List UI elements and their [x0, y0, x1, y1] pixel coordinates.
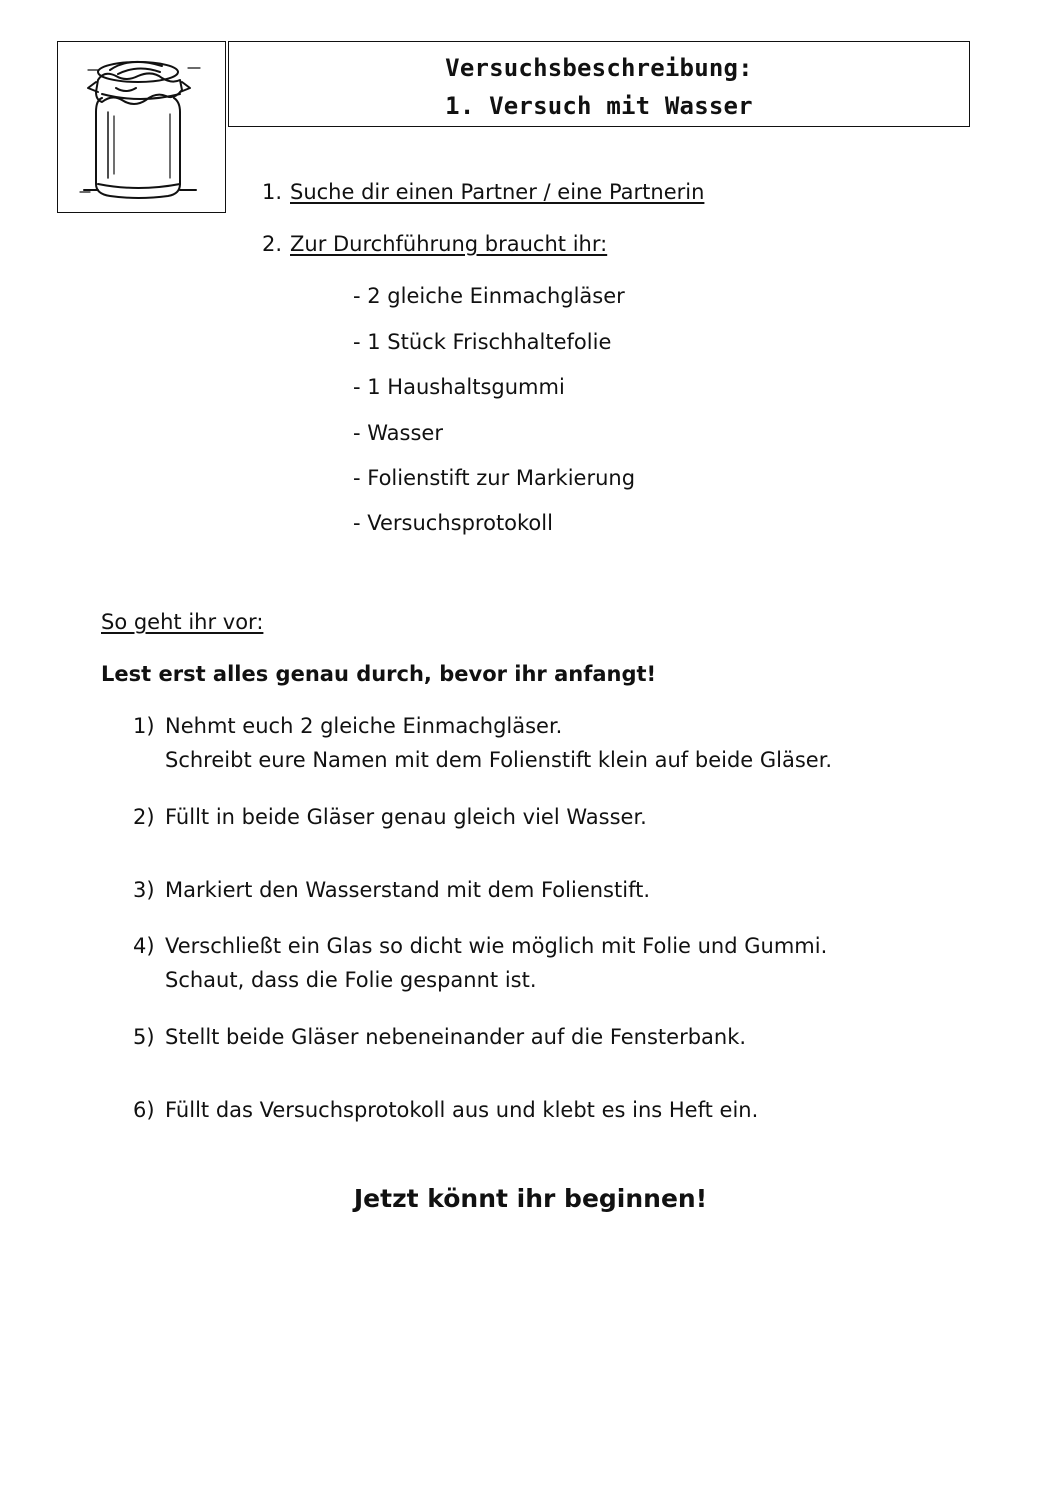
- intro-item-2: [262, 232, 607, 256]
- intro-item-number: 1.: [262, 180, 283, 204]
- step-text: Stellt beide Gläser nebeneinander auf die Fensterbank.: [165, 1025, 747, 1049]
- procedure-warning: Lest erst alles genau durch, bevor ihr anfangt!: [101, 662, 657, 686]
- material-item: - Wasser: [353, 421, 443, 445]
- step-text-continued: Schaut, dass die Folie gespannt ist.: [165, 968, 537, 992]
- material-item: - 1 Stück Frischhaltefolie: [353, 330, 612, 354]
- procedure-step-3: [133, 873, 650, 907]
- procedure-step-5: [133, 1020, 746, 1054]
- intro-item-text: Zur Durchführung braucht ihr:: [290, 232, 608, 256]
- intro-item-text: Suche dir einen Partner / eine Partnerin: [290, 180, 705, 204]
- experiment-title: 1. Versuch mit Wasser: [445, 92, 753, 120]
- step-text: Füllt in beide Gläser genau gleich viel Wasser.: [165, 805, 647, 829]
- material-item: - Versuchsprotokoll: [353, 511, 553, 535]
- intro-item-number: 2.: [262, 232, 283, 256]
- step-text: Nehmt euch 2 gleiche Einmachgläser.: [165, 714, 563, 738]
- step-number: 2): [133, 805, 155, 829]
- procedure-step-1: [133, 709, 832, 777]
- procedure-heading: So geht ihr vor:: [101, 610, 264, 634]
- step-number: 1): [133, 714, 155, 738]
- procedure-step-2: [133, 800, 647, 834]
- jar-illustration-box: [57, 41, 226, 213]
- step-number: 6): [133, 1098, 155, 1122]
- intro-item-1: [262, 180, 704, 204]
- step-text: Markiert den Wasserstand mit dem Folienstift.: [165, 878, 650, 902]
- procedure-step-6: [133, 1093, 758, 1127]
- material-item: - 1 Haushaltsgummi: [353, 375, 565, 399]
- procedure-step-4: [133, 929, 827, 997]
- closing-text: Jetzt könnt ihr beginnen!: [353, 1184, 708, 1213]
- document-title: Versuchsbeschreibung:: [445, 54, 753, 82]
- step-text-continued: Schreibt eure Namen mit dem Folienstift klein auf beide Gläser.: [165, 748, 833, 772]
- step-number: 3): [133, 878, 155, 902]
- material-item: - Folienstift zur Markierung: [353, 466, 636, 490]
- jar-icon: [58, 42, 224, 210]
- material-item: - 2 gleiche Einmachgläser: [353, 284, 625, 308]
- step-number: 4): [133, 934, 155, 958]
- step-number: 5): [133, 1025, 155, 1049]
- step-text: Füllt das Versuchsprotokoll aus und klebt es ins Heft ein.: [165, 1098, 759, 1122]
- step-text: Verschließt ein Glas so dicht wie möglich mit Folie und Gummi.: [165, 934, 828, 958]
- title-box: [228, 41, 970, 127]
